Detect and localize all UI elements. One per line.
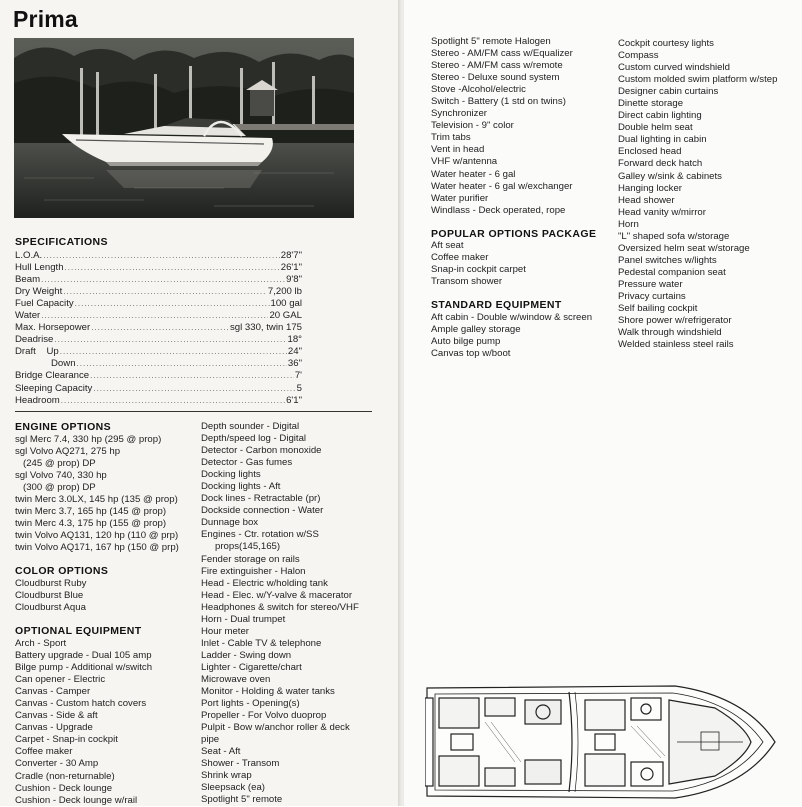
list-item: Stereo - AM/FM cass w/remote <box>431 60 563 72</box>
list-item: Panel switches w/lights <box>618 254 717 266</box>
section-divider <box>15 411 372 412</box>
spec-label: Max. Horsepower <box>15 322 91 334</box>
list-item: Switch - Battery (1 std on twins) <box>431 96 566 108</box>
list-item: Inlet - Cable TV & telephone <box>201 637 322 649</box>
spec-value: 7,200 lb <box>267 286 302 298</box>
list-item: VHF w/antenna <box>431 156 498 168</box>
list-item: Custom molded swim platform w/step <box>618 74 778 86</box>
list-item: Double helm seat <box>618 122 693 134</box>
list-item: Ladder - Swing down <box>201 649 292 661</box>
spec-row <box>15 346 302 358</box>
leader-dots <box>41 310 268 322</box>
leader-dots <box>60 346 287 358</box>
spec-row <box>15 310 302 322</box>
list-item: Compass <box>618 50 659 62</box>
list-item: Docking lights - Aft <box>201 481 281 493</box>
list-item: Stereo - Deluxe sound system <box>431 72 560 84</box>
list-item: Vent in head <box>431 144 485 156</box>
spec-label: Beam <box>15 274 41 286</box>
list-item: Aft cabin - Double w/window & screen <box>431 312 593 323</box>
spec-row <box>15 274 302 286</box>
leader-dots <box>65 262 280 274</box>
spec-label: Down <box>51 358 76 370</box>
spec-value: 28'7" <box>280 250 302 261</box>
list-item: Spotlight 5" remote Halogen <box>431 36 551 47</box>
list-item: Head vanity w/mirror <box>618 206 706 218</box>
leader-dots <box>54 334 286 346</box>
list-item: props(145,165) <box>215 541 281 553</box>
list-item: Direct cabin lighting <box>618 110 702 122</box>
list-item: Arch - Sport <box>15 638 67 649</box>
list-item: Propeller - For Volvo duoprop <box>201 710 327 722</box>
list-item: Ample galley storage <box>431 324 521 336</box>
list-item: Dinette storage <box>618 98 684 110</box>
optional-equipment-col2 <box>201 421 359 807</box>
spec-label: Sleeping Capacity <box>15 382 93 394</box>
spec-label: Headroom <box>15 394 60 406</box>
list-item: pipe <box>201 734 220 746</box>
list-item: Cloudburst Aqua <box>15 602 86 614</box>
list-item: Hanging locker <box>618 182 682 194</box>
list-item: Can opener - Electric <box>15 674 106 686</box>
leader-dots <box>43 250 280 262</box>
leader-dots <box>41 274 285 286</box>
list-item: Auto bilge pump <box>431 336 501 348</box>
list-item: Cushion - Deck lounge <box>15 782 113 794</box>
standard-equipment-col2 <box>618 38 777 351</box>
list-item: "L" shaped sofa w/storage <box>618 230 730 242</box>
optional-equipment-col1 <box>15 638 152 807</box>
list-item: Detector - Gas fumes <box>201 457 293 469</box>
leader-dots <box>63 286 267 298</box>
spec-value: 100 gal <box>270 298 302 310</box>
list-item: twin Volvo AQ171, 167 hp (150 @ prp) <box>15 542 179 554</box>
spec-row <box>15 322 302 334</box>
list-item: Carpet - Snap-in cockpit <box>15 734 118 746</box>
spec-value: 6'1" <box>286 394 302 406</box>
spec-label: L.O.A. <box>15 250 43 261</box>
spec-row <box>15 383 302 395</box>
optional-equipment-heading: OPTIONAL EQUIPMENT <box>15 625 142 637</box>
popular-options-heading: POPULAR OPTIONS PACKAGE <box>431 228 597 240</box>
list-item: Water heater - 6 gal <box>431 168 516 180</box>
list-item: twin Volvo AQ131, 120 hp (110 @ prp) <box>15 530 179 542</box>
spec-label: Deadrise <box>15 334 54 346</box>
spec-value: 5 <box>296 382 302 394</box>
spec-value: 9'8" <box>286 274 302 286</box>
list-item: Water purifier <box>431 192 489 204</box>
list-item: Port lights - Opening(s) <box>201 698 300 710</box>
list-item: Stereo - AM/FM cass w/Equalizer <box>431 48 573 60</box>
list-item: Depth/speed log - Digital <box>201 433 307 445</box>
list-item: Detector - Carbon monoxide <box>201 445 322 457</box>
leader-dots <box>75 298 270 310</box>
list-item: Enclosed head <box>618 146 682 158</box>
list-item: Water heater - 6 gal w/exchanger <box>431 180 573 192</box>
list-item: Canvas - Custom hatch covers <box>15 698 147 710</box>
list-item: Hour meter <box>201 625 249 637</box>
list-item: Stove -Alcohol/electric <box>431 84 526 96</box>
spec-label: Fuel Capacity <box>15 298 74 310</box>
spec-value: 36" <box>287 358 302 370</box>
color-options-list <box>15 578 86 614</box>
list-item: Cockpit courtesy lights <box>618 38 714 49</box>
list-item: Depth sounder - Digital <box>201 421 300 432</box>
spec-value: 18° <box>287 334 302 346</box>
spec-value: 26'1" <box>280 262 302 274</box>
list-item: Canvas - Side & aft <box>15 710 98 722</box>
list-item: (245 @ prop) DP <box>23 458 96 470</box>
list-item: twin Merc 3.0LX, 145 hp (135 @ prop) <box>15 494 178 506</box>
list-item: Headphones & switch for stereo/VHF <box>201 601 359 613</box>
list-item: Transom shower <box>431 276 503 288</box>
optional-equipment-col3 <box>431 36 573 217</box>
list-item: Welded stainless steel rails <box>618 339 734 351</box>
standard-equipment-col1 <box>431 312 592 360</box>
list-item: Engines - Ctr. rotation w/SS <box>201 529 319 541</box>
list-item: Sleepsack (ea) <box>201 782 265 794</box>
color-options-heading: COLOR OPTIONS <box>15 565 109 577</box>
list-item: twin Merc 3.7, 165 hp (145 @ prop) <box>15 506 167 518</box>
spec-label: Hull Length <box>15 262 64 274</box>
list-item: Galley w/sink & cabinets <box>618 170 722 182</box>
list-item: Pedestal companion seat <box>618 266 726 278</box>
list-item: Bilge pump - Additional w/switch <box>15 662 153 674</box>
spec-value: 7' <box>294 370 302 382</box>
list-item: Shower - Transom <box>201 758 280 770</box>
list-item: Trim tabs <box>431 132 471 144</box>
list-item: Self bailing cockpit <box>618 303 698 315</box>
engine-options-heading: ENGINE OPTIONS <box>15 421 112 433</box>
list-item: Microwave oven <box>201 673 271 685</box>
spec-value: sgl 330, twin 175 <box>230 322 302 334</box>
list-item: Aft seat <box>431 240 464 251</box>
spec-row <box>15 334 302 346</box>
page-title: Prima <box>13 6 78 32</box>
list-item: Designer cabin curtains <box>618 86 719 98</box>
specifications-heading: SPECIFICATIONS <box>15 236 108 248</box>
list-item: Walk through windshield <box>618 327 722 339</box>
spec-row <box>15 358 302 370</box>
list-item: Docking lights <box>201 469 261 481</box>
list-item: Horn - Dual trumpet <box>201 613 286 625</box>
list-item: Cloudburst Blue <box>15 590 84 602</box>
specifications-list <box>15 250 302 407</box>
list-item: Television - 9" color <box>431 120 514 132</box>
spec-row <box>15 286 302 298</box>
leader-dots <box>91 322 229 334</box>
list-item: sgl Volvo AQ271, 275 hp <box>15 446 121 458</box>
list-item: Pulpit - Bow w/anchor roller & deck <box>201 722 350 734</box>
list-item: Synchronizer <box>431 108 487 120</box>
list-item: Dunnage box <box>201 517 259 529</box>
leader-dots <box>77 358 287 370</box>
spec-row <box>15 395 302 407</box>
boat-photo <box>14 38 354 218</box>
list-item: Custom curved windshield <box>618 62 730 74</box>
list-item: Privacy curtains <box>618 290 686 302</box>
list-item: (300 @ prop) DP <box>23 482 96 494</box>
list-item: Dock lines - Retractable (pr) <box>201 493 321 505</box>
list-item: Shrink wrap <box>201 770 252 782</box>
leader-dots <box>93 383 295 395</box>
list-item: Windlass - Deck operated, rope <box>431 204 566 216</box>
list-item: Cradle (non-returnable) <box>15 770 115 782</box>
list-item: Battery upgrade - Dual 105 amp <box>15 650 152 662</box>
leader-dots <box>90 370 294 382</box>
spec-label: Dry Weight <box>15 286 63 298</box>
list-item: sgl Merc 7.4, 330 hp (295 @ prop) <box>15 434 162 445</box>
list-item: twin Merc 4.3, 175 hp (155 @ prop) <box>15 518 167 530</box>
list-item: Snap-in cockpit carpet <box>431 264 526 276</box>
spec-row <box>15 298 302 310</box>
list-item: Cloudburst Ruby <box>15 578 87 589</box>
list-item: Canvas - Upgrade <box>15 722 93 734</box>
list-item: Spotlight 5" remote <box>201 794 283 806</box>
spec-label: Bridge Clearance <box>15 370 90 382</box>
list-item: Converter - 30 Amp <box>15 758 99 770</box>
list-item: Fire extinguisher - Halon <box>201 565 306 577</box>
list-item: Horn <box>618 218 639 230</box>
list-item: Shore power w/refrigerator <box>618 315 732 327</box>
spec-row <box>15 250 302 262</box>
list-item: Forward deck hatch <box>618 158 703 170</box>
list-item: sgl Volvo 740, 330 hp <box>15 470 107 482</box>
spec-row <box>15 370 302 382</box>
popular-options-list <box>431 240 526 288</box>
list-item: Fender storage on rails <box>201 553 300 565</box>
list-item: Head - Elec. w/Y-valve & macerator <box>201 589 353 601</box>
list-item: Head - Electric w/holding tank <box>201 577 328 589</box>
list-item: Head shower <box>618 194 675 206</box>
engine-options-list <box>15 434 179 554</box>
spec-value: 20 GAL <box>269 310 302 322</box>
list-item: Dockside connection - Water <box>201 505 324 517</box>
spec-value: 24" <box>287 346 302 358</box>
list-item: Lighter - Cigarette/chart <box>201 661 302 673</box>
list-item: Seat - Aft <box>201 746 241 758</box>
spec-label: Draft Up <box>15 346 59 358</box>
leader-dots <box>61 395 285 407</box>
list-item: Cushion - Deck lounge w/rail <box>15 794 138 806</box>
list-item: Dual lighting in cabin <box>618 134 707 146</box>
list-item: Pressure water <box>618 278 683 290</box>
list-item: Canvas - Camper <box>15 686 91 698</box>
list-item: Coffee maker <box>431 252 489 264</box>
spec-label: Water <box>15 310 41 322</box>
list-item: Monitor - Holding & water tanks <box>201 686 335 698</box>
standard-equipment-heading: STANDARD EQUIPMENT <box>431 299 562 311</box>
deck-plan-drawing <box>425 678 777 806</box>
spec-row <box>15 262 302 274</box>
list-item: Canvas top w/boot <box>431 348 511 360</box>
list-item: Coffee maker <box>15 746 73 758</box>
list-item: Oversized helm seat w/storage <box>618 242 750 254</box>
